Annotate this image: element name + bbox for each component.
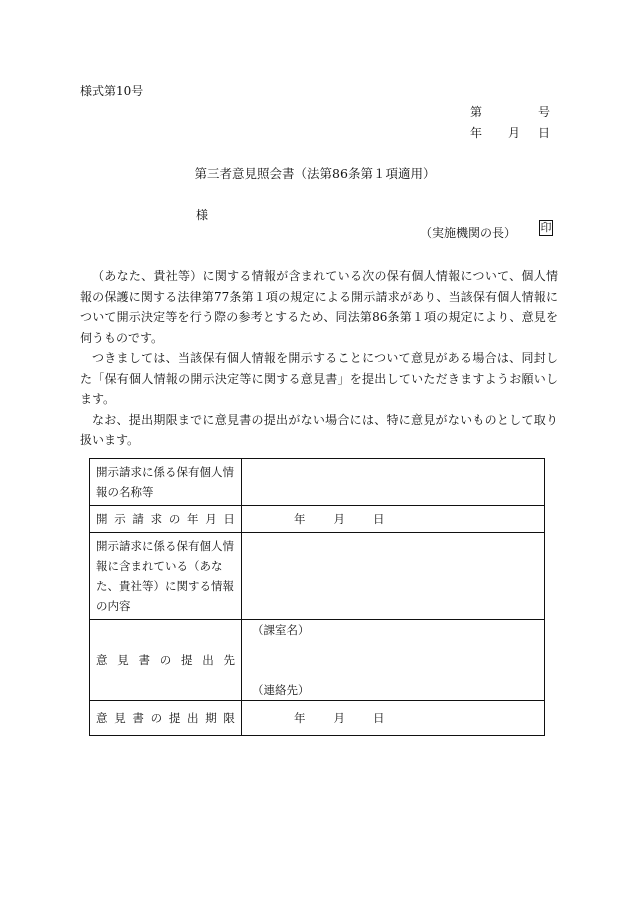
label-char: の xyxy=(159,653,172,667)
paragraph-3: なお、提出期限までに意見書の提出がない場合には、特に意見がないものとして取り扱います。 xyxy=(80,412,558,447)
seal-mark: 印 xyxy=(540,221,552,234)
spread-label xyxy=(96,650,235,670)
deadline-day: 日 xyxy=(373,711,385,725)
label-char: 求 xyxy=(150,512,163,526)
deadline-month: 月 xyxy=(333,711,345,725)
deadline-year: 年 xyxy=(294,711,306,725)
label-char: 書 xyxy=(138,653,150,667)
spread-label xyxy=(96,509,235,529)
addressee: 様 xyxy=(196,208,209,222)
row-value-info-content xyxy=(242,533,545,620)
label-char: 月 xyxy=(205,512,217,526)
request-month: 月 xyxy=(333,512,345,526)
row-label-item-name: 開示請求に係る保有個人情報の名称等 xyxy=(90,459,242,506)
form-number: 様式第10号 xyxy=(80,84,144,98)
paragraph-2: つきましては、当該保有個人情報を開示することについて意見がある場合は、同封した「保有個人情報の開示決定等に関する意見書」を提出していただきますようお願いします。 xyxy=(80,351,558,406)
label-char: 期 xyxy=(205,711,217,725)
date-day: 日 xyxy=(537,126,550,140)
label-char: 日 xyxy=(223,512,235,526)
table-row xyxy=(90,533,545,620)
date-month: 月 xyxy=(508,126,521,140)
label-char: 開 xyxy=(96,512,108,526)
table-row xyxy=(90,620,545,701)
label-char: 先 xyxy=(223,653,235,667)
label-char: 書 xyxy=(132,711,144,725)
table-row xyxy=(90,506,545,533)
label-char: 出 xyxy=(187,711,199,725)
doc-number-prefix: 第 xyxy=(470,105,483,119)
dept-label: （課室名） xyxy=(252,623,310,637)
table-row xyxy=(90,701,545,736)
label-char: 意 xyxy=(96,653,108,667)
label-char: 示 xyxy=(114,512,126,526)
row-value-item-name xyxy=(242,459,545,506)
table-row xyxy=(90,459,545,506)
label-char: 見 xyxy=(114,711,126,725)
request-day: 日 xyxy=(373,512,385,526)
document-title: 第三者意見照会書（法第86条第１項適用） xyxy=(194,166,436,181)
label-char: 提 xyxy=(168,711,181,725)
spread-label xyxy=(96,708,235,728)
row-value-request-date xyxy=(242,506,545,533)
body-text xyxy=(80,266,558,451)
row-label-deadline xyxy=(90,701,242,736)
label-char: 年 xyxy=(187,512,199,526)
row-label-info-content: 開示請求に係る保有個人情報に含まれている（あなた、貴社等）に関する情報の内容 xyxy=(90,533,242,620)
label-char: 見 xyxy=(117,653,129,667)
label-char: の xyxy=(150,711,163,725)
label-char: 請 xyxy=(132,512,144,526)
paragraph-1: （あなた、貴社等）に関する情報が含まれている次の保有個人情報について、個人情報の保護に関する法律第77条第１項の規定による開示請求があり、当該保有個人情報について開示決定等を行う際の参考とするため、同法第86条第１項の規定により、意見を伺うものです。 xyxy=(80,269,558,345)
contact-label: （連絡先） xyxy=(252,683,310,697)
label-char: 提 xyxy=(181,653,193,667)
row-label-request-date xyxy=(90,506,242,533)
info-table xyxy=(89,458,545,736)
deadline-fields xyxy=(242,708,544,728)
label-char: の xyxy=(168,512,181,526)
date-year: 年 xyxy=(470,126,483,140)
label-char: 意 xyxy=(96,711,108,725)
label-char: 限 xyxy=(223,711,235,725)
doc-number-suffix: 号 xyxy=(537,105,550,119)
row-label-submission-dest xyxy=(90,620,242,701)
row-value-deadline xyxy=(242,701,545,736)
request-date-fields xyxy=(242,509,544,529)
label-char: 出 xyxy=(202,653,214,667)
request-year: 年 xyxy=(294,512,306,526)
sender-label: （実施機関の長） xyxy=(420,226,517,240)
row-value-submission-dest xyxy=(242,620,545,701)
